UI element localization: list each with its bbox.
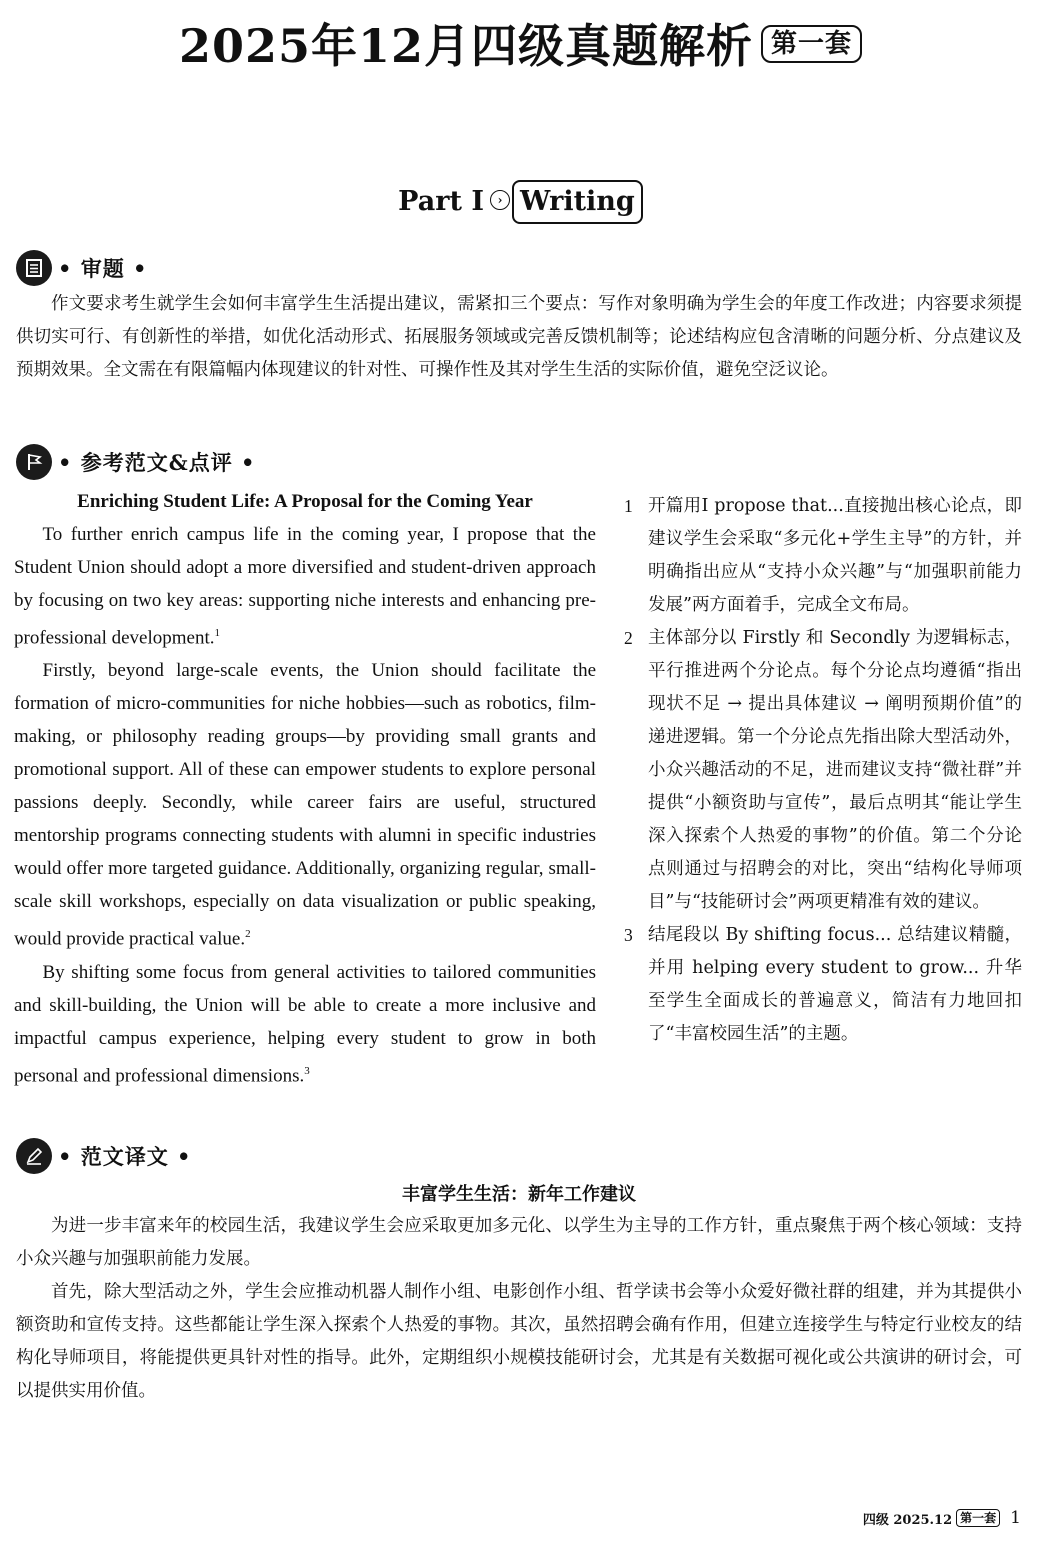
page-footer	[863, 1508, 1021, 1528]
arrow-circle-icon: ›	[490, 190, 510, 210]
document-icon	[16, 250, 52, 286]
page-number: 1	[1010, 1508, 1021, 1528]
essay-paragraph: By shifting some focus from general activities to tailored communities and skill-building, the Union will be able to create a more inclusive and impactful campus experience, helping every student to grow in both personal and professional dimensions.$^3$	[14, 961, 596, 1086]
essay-title: Enriching Student Life: A Proposal for the Coming Year	[77, 491, 533, 512]
section-sample-header	[16, 442, 255, 482]
translation-block	[16, 1180, 1022, 1408]
page-title-text: 2025年12月四级真题解析	[178, 19, 754, 73]
note-number: 2	[624, 628, 633, 648]
section-review-label: • 审题 •	[58, 256, 148, 281]
pen-icon	[16, 1138, 52, 1174]
section-translation-header	[16, 1136, 191, 1176]
note-ref-1: 1	[214, 627, 221, 639]
page-title	[0, 14, 1041, 78]
translation-paragraph: 为进一步丰富来年的校园生活，我建议学生会应采取更加多元化、以学生为主导的工作方针，重点聚焦于两个核心领域：支持小众兴趣与加强职前能力发展。	[16, 1216, 1022, 1269]
note-item	[624, 622, 1022, 919]
part-heading	[0, 180, 1041, 224]
section-translation-label: • 范文译文 •	[58, 1144, 192, 1169]
note-ref-2: 2	[245, 928, 251, 941]
essay-column	[14, 486, 596, 1092]
note-text: 结尾段以 By shifting focus... 总结建议精髓，并用 helping every student to grow... 升华至学生全面成长的普遍意义，简洁有力地回扣了“丰富校园生活”的主题。	[648, 925, 1022, 1044]
note-item	[624, 919, 1022, 1051]
essay-paragraph: To further enrich campus life in the coming year, I propose that the Student Union should adopt a more diversified and student-driven approach by focusing on two key areas: supporting niche interests and enhancing pre-professional development.$^1$	[14, 524, 596, 649]
essay-paragraph: Firstly, beyond large-scale events, the Union should facilitate the formation of micro-communities for niche hobbies—such as robotics, film-making, or philosophy reading groups—by providing small grants and promotional support. All of these can empower students to explore personal passions deeply. Secondly, while career fairs are useful, structured mentorship programs connecting students with alumni in specific industries would offer more targeted guidance. Additionally, organizing regular, small-scale skill workshops, especially on data visualization or public speaking, would provide practical value.$^2$	[14, 660, 596, 950]
translation-title: 丰富学生生活：新年工作建议	[402, 1184, 636, 1205]
part-prefix: Part I	[398, 186, 484, 217]
note-text: 主体部分以 Firstly 和 Secondly 为逻辑标志，平行推进两个分论点。每个分论点均遵循“指出现状不足 → 提出具体建议 → 阐明预期价值”的递进逻辑。第一个分论点先指出除大型活动外，小众兴趣活动的不足，进而建议支持“微社群”并提供“小额资助与宣传”，最后点明其“能让学生深入探索个人热爱的事物”的价值。第二个分论点则通过与招聘会的对比，突出“结构化导师项目”与“技能研讨会”两项更精准有效的建议。	[648, 628, 1022, 912]
section-review-header	[16, 248, 147, 288]
footer-exam: 四级 2025.12	[862, 1512, 953, 1528]
note-number: 1	[624, 496, 633, 516]
note-number: 3	[624, 925, 633, 945]
note-item	[624, 490, 1022, 622]
footer-set-badge: 第一套	[956, 1509, 1000, 1527]
set-badge: 第一套	[761, 25, 862, 63]
review-paragraph: 作文要求考生就学生会如何丰富学生生活提出建议，需紧扣三个要点：写作对象明确为学生会的年度工作改进；内容要求须提供切实可行、有创新性的举措，如优化活动形式、拓展服务领域或完善反馈机制等；论述结构应包含清晰的问题分析、分点建议及预期效果。全文需在有限篇幅内体现建议的针对性、可操作性及其对学生生活的实际价值，避免空泛议论。	[16, 294, 1022, 380]
flag-icon	[16, 444, 52, 480]
note-text: 开篇用I propose that...直接抛出核心论点，即建议学生会采取“多元化+学生主导”的方针，并明确指出应从“支持小众兴趣”与“加强职前能力发展”两方面着手，完成全文布局。	[648, 496, 1022, 615]
translation-paragraph: 首先，除大型活动之外，学生会应推动机器人制作小组、电影创作小组、哲学读书会等小众爱好微社群的组建，并为其提供小额资助和宣传支持。这些都能让学生深入探索个人热爱的事物。其次，虽然招聘会确有作用，但建立连接学生与特定行业校友的结构化导师项目，将能提供更具针对性的指导。此外，定期组织小规模技能研讨会，尤其是有关数据可视化或公共演讲的研讨会，可以提供实用价值。	[16, 1282, 1022, 1401]
note-ref-3: 3	[304, 1064, 310, 1077]
notes-column	[624, 490, 1022, 1051]
review-block	[16, 288, 1022, 387]
section-sample-label: • 参考范文&点评 •	[58, 450, 256, 475]
part-label: Writing	[512, 180, 643, 224]
